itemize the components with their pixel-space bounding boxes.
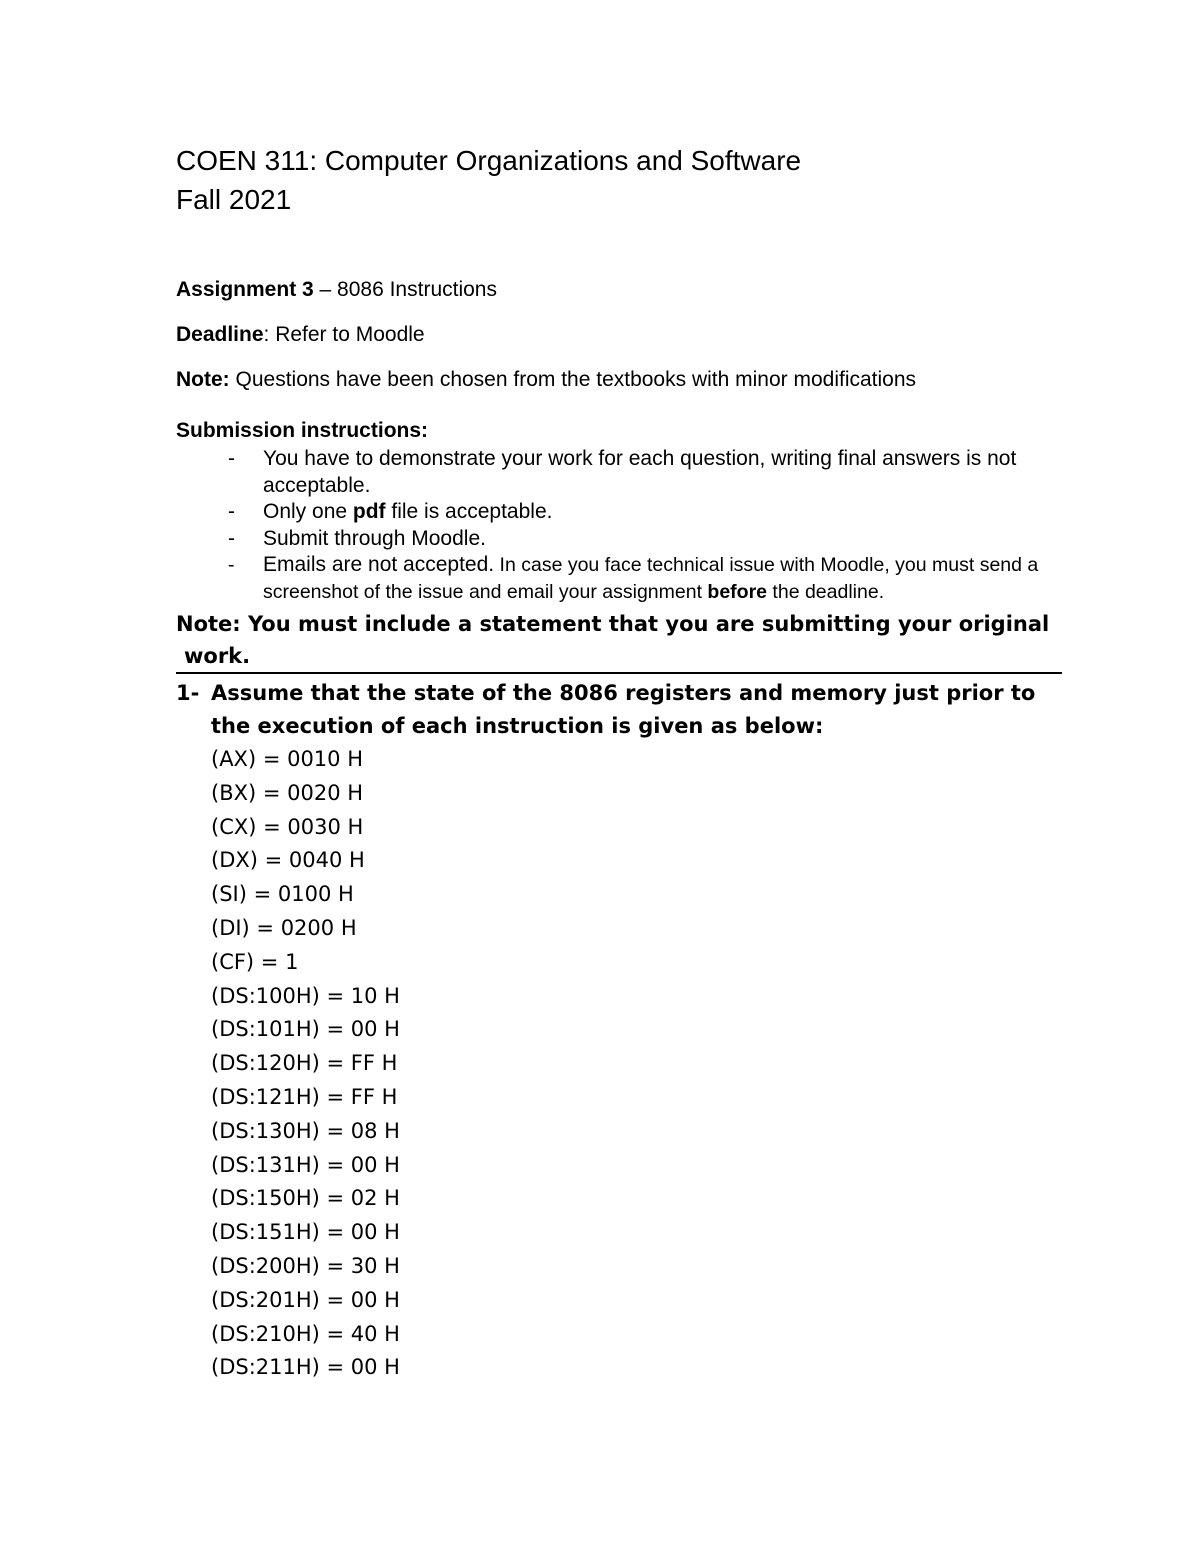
list-item	[176, 499, 1063, 526]
memory-value: (DS:211H) = 00 H	[211, 1355, 400, 1380]
register-value: (DI) = 0200 H	[211, 915, 357, 940]
submission-list	[176, 446, 1076, 605]
horizontal-divider	[176, 672, 1062, 674]
question-1	[176, 677, 1056, 743]
list-dash: -	[228, 447, 235, 470]
note-line	[176, 366, 916, 393]
assignment-line	[176, 276, 497, 303]
memory-value: (DS:130H) = 08 H	[211, 1118, 400, 1143]
memory-value: (DS:131H) = 00 H	[211, 1152, 400, 1177]
memory-value: (DS:151H) = 00 H	[211, 1220, 400, 1245]
submission-heading: Submission instructions:	[176, 419, 429, 442]
register-list	[211, 743, 400, 1385]
course-title: COEN 311: Computer Organizations and Software	[176, 145, 802, 176]
memory-value: (DS:100H) = 10 H	[211, 983, 400, 1008]
term: Fall 2021	[176, 184, 292, 215]
register-value: (CX) = 0030 H	[211, 814, 364, 839]
list-item	[176, 526, 1063, 553]
memory-value: (DS:120H) = FF H	[211, 1051, 398, 1076]
register-value: (SI) = 0100 H	[211, 882, 354, 907]
original-work-note-line1: Note: You must include a statement that you are submitting your original	[176, 612, 1050, 636]
memory-value: (DS:121H) = FF H	[211, 1084, 398, 1109]
memory-value: (DS:101H) = 00 H	[211, 1017, 400, 1042]
register-value: (DX) = 0040 H	[211, 848, 365, 873]
deadline-text: : Refer to Moodle	[263, 323, 425, 346]
list-dash: -	[228, 500, 235, 523]
list-item-text: Submit through Moodle.	[263, 526, 486, 550]
list-item-text: Only one	[263, 500, 353, 523]
list-item-bold: before	[707, 580, 768, 603]
memory-value: (DS:210H) = 40 H	[211, 1321, 400, 1346]
assignment-label: Assignment 3	[176, 278, 314, 301]
original-work-note	[176, 608, 1056, 672]
list-item-bold: pdf	[352, 500, 386, 523]
list-dash: -	[228, 554, 235, 576]
register-value: (AX) = 0010 H	[211, 747, 363, 771]
assignment-title: – 8086 Instructions	[313, 278, 497, 301]
list-item	[176, 552, 1063, 605]
list-item-text: the deadline.	[767, 580, 885, 603]
deadline-label: Deadline	[176, 323, 264, 346]
list-item-lead: Emails are not accepted.	[263, 553, 495, 576]
note-label: Note:	[176, 368, 230, 391]
question-text: Assume that the state of the 8086 registers and memory just prior to the execution of each instruction is given as below:	[211, 681, 1036, 738]
list-item-text: In case you face technical issue with Moodle, you must send a screenshot of the issue and email your assignment	[263, 554, 1039, 603]
note-text: Questions have been chosen from the textbooks with minor modifications	[229, 368, 917, 391]
deadline-line	[176, 321, 425, 348]
memory-value: (DS:201H) = 00 H	[211, 1287, 400, 1312]
list-item	[176, 446, 1063, 499]
memory-value: (DS:200H) = 30 H	[211, 1253, 400, 1278]
register-value: (CF) = 1	[211, 949, 299, 974]
question-number: 1-	[176, 681, 200, 705]
list-item-text: file is acceptable.	[385, 500, 553, 523]
register-value: (BX) = 0020 H	[211, 780, 364, 805]
list-item-text: You have to demonstrate your work for each question, writing final answers is not acceptable.	[263, 447, 1017, 497]
original-work-note-line2: work.	[184, 644, 251, 668]
memory-value: (DS:150H) = 02 H	[211, 1186, 400, 1211]
list-dash: -	[228, 526, 235, 550]
